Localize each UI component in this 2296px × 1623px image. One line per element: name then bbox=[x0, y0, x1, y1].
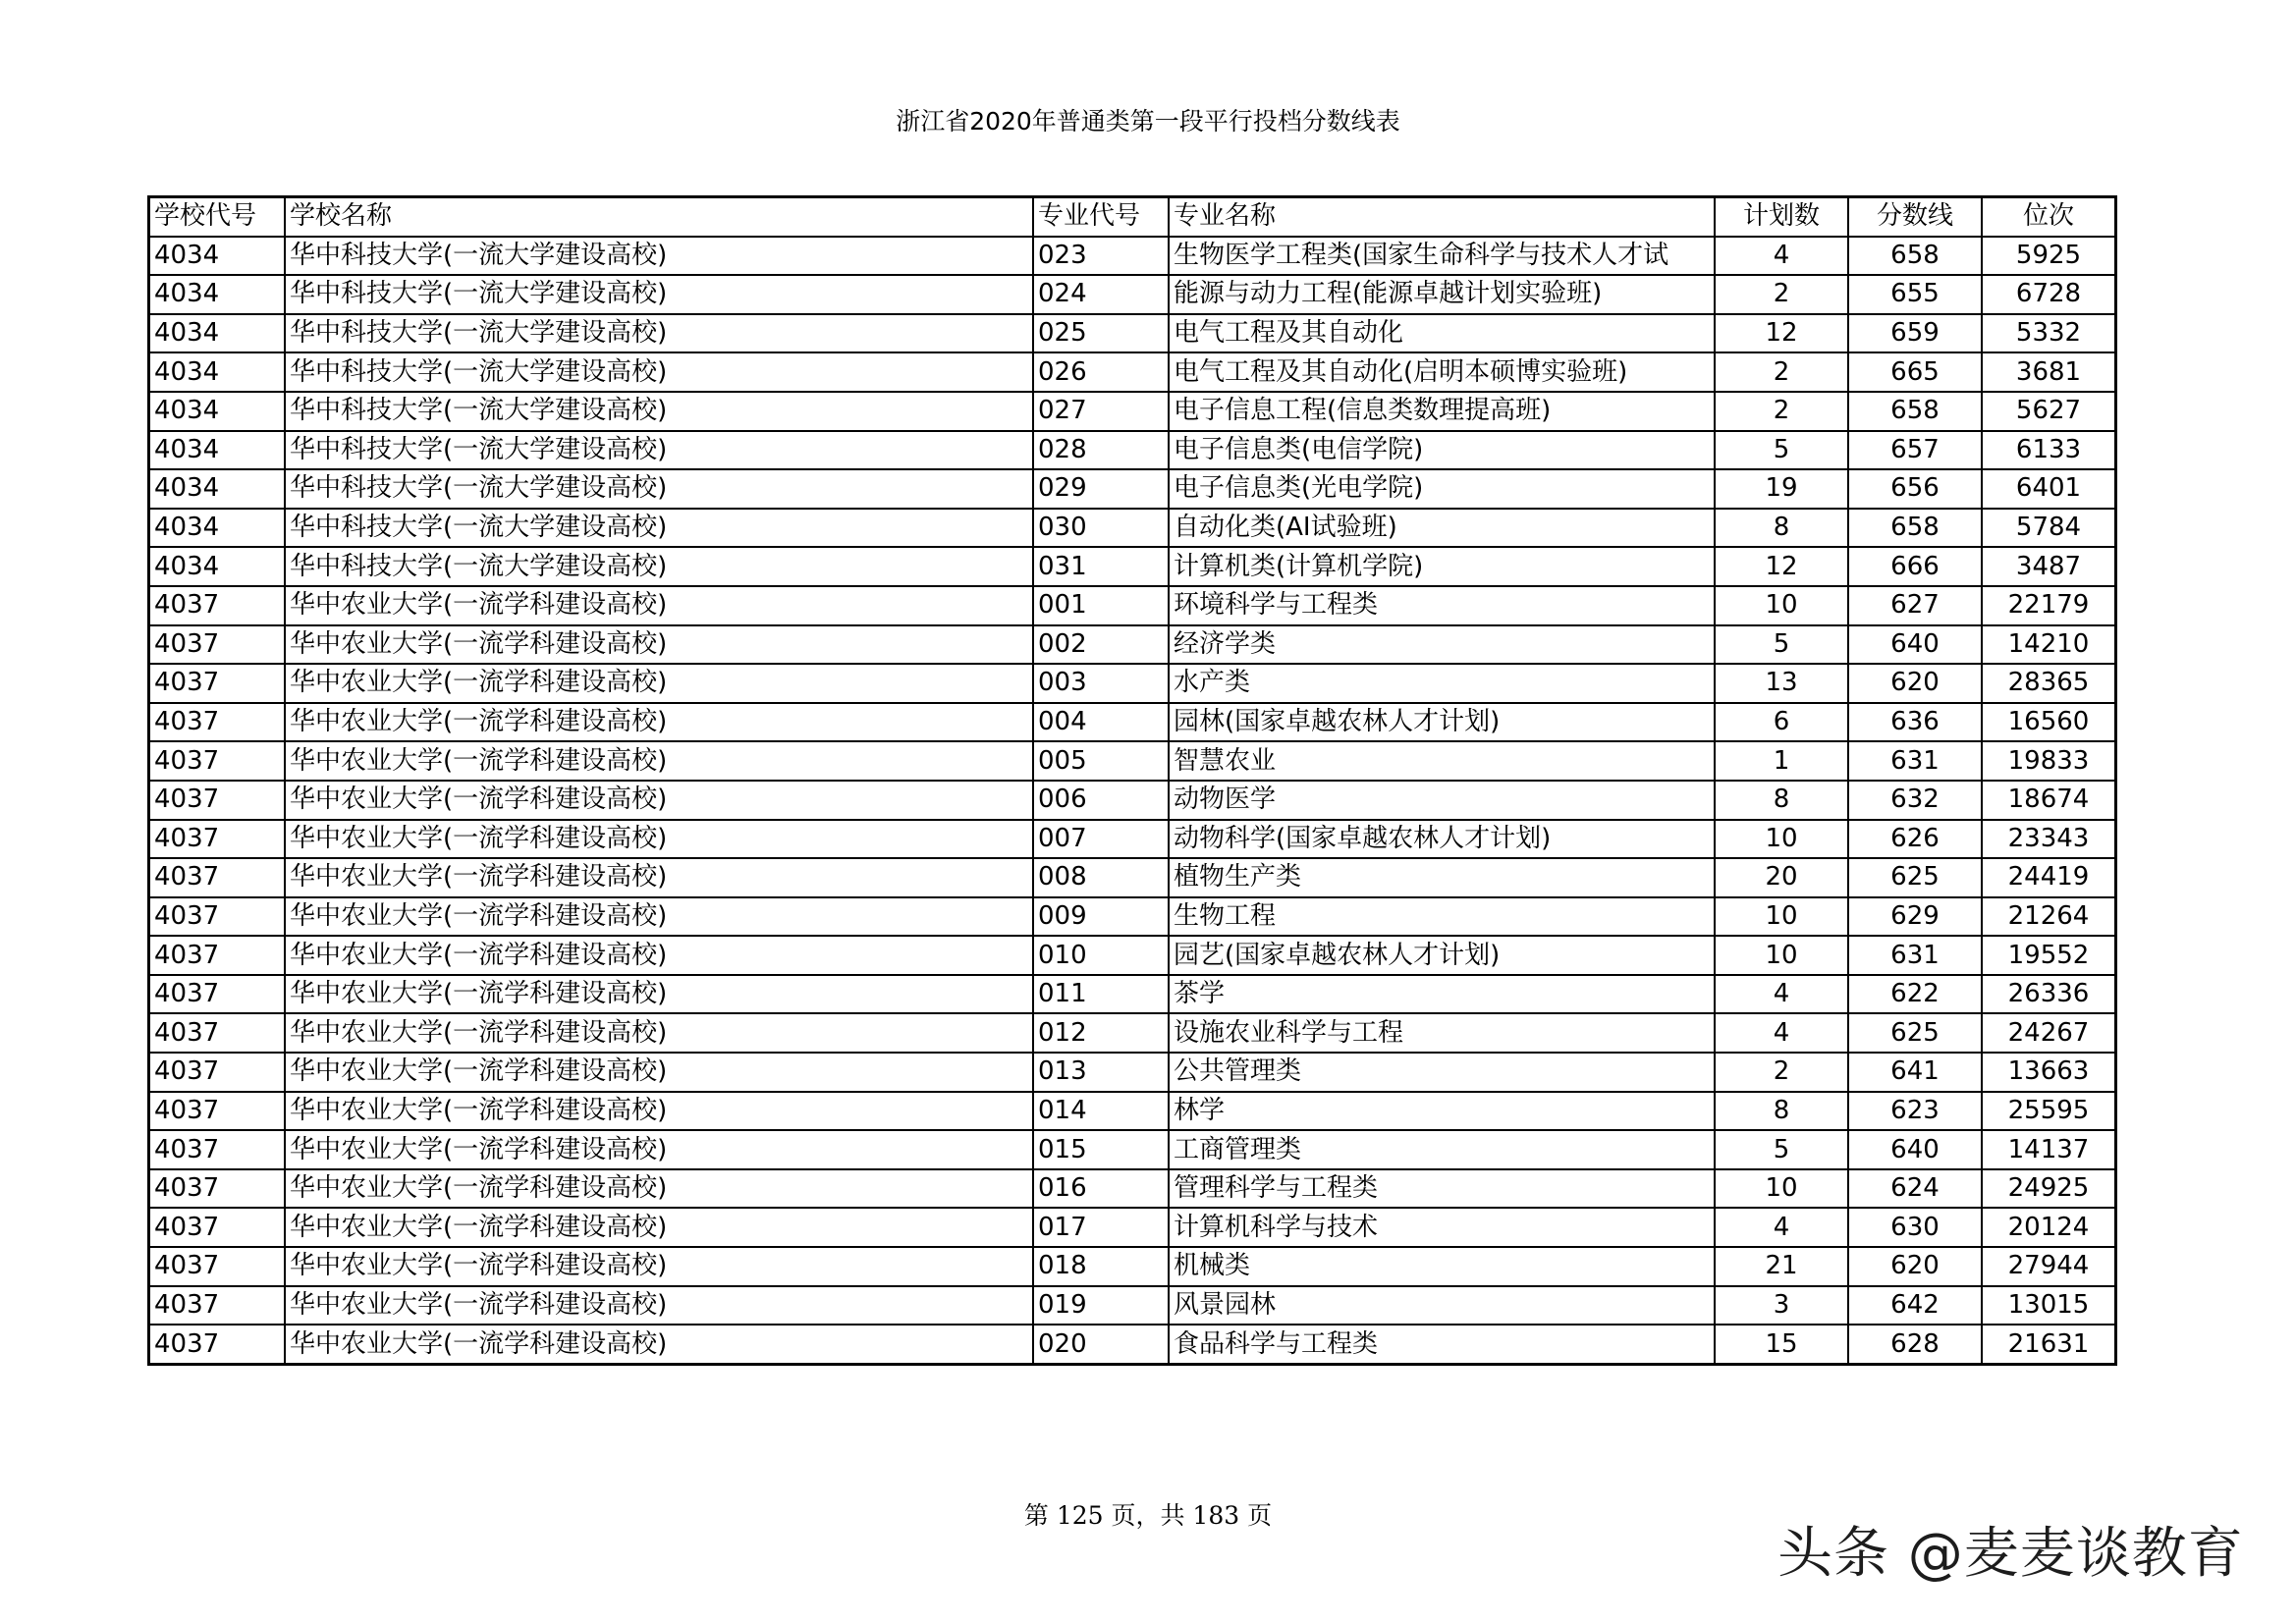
cell-major-code: 015 bbox=[1033, 1130, 1169, 1169]
cell-major-name: 风景园林 bbox=[1169, 1286, 1715, 1325]
cell-major-code: 026 bbox=[1033, 352, 1169, 392]
cell-school-name: 华中科技大学(一流大学建设高校) bbox=[285, 237, 1033, 276]
cell-major-name: 电气工程及其自动化(启明本硕博实验班) bbox=[1169, 352, 1715, 392]
cell-plan-count: 4 bbox=[1715, 1208, 1848, 1247]
cell-school-code: 4037 bbox=[149, 625, 286, 665]
cell-rank: 24925 bbox=[1982, 1169, 2116, 1209]
cell-school-name: 华中农业大学(一流学科建设高校) bbox=[285, 975, 1033, 1014]
cell-school-code: 4037 bbox=[149, 1286, 286, 1325]
cell-major-name: 茶学 bbox=[1169, 975, 1715, 1014]
cell-school-code: 4034 bbox=[149, 547, 286, 586]
cell-plan-count: 3 bbox=[1715, 1286, 1848, 1325]
cell-school-code: 4034 bbox=[149, 275, 286, 314]
cell-major-name: 计算机类(计算机学院) bbox=[1169, 547, 1715, 586]
cell-rank: 21631 bbox=[1982, 1325, 2116, 1364]
cell-major-name: 计算机科学与技术 bbox=[1169, 1208, 1715, 1247]
cell-school-name: 华中科技大学(一流大学建设高校) bbox=[285, 547, 1033, 586]
cell-plan-count: 2 bbox=[1715, 392, 1848, 431]
cell-school-name: 华中科技大学(一流大学建设高校) bbox=[285, 469, 1033, 509]
cell-major-name: 水产类 bbox=[1169, 664, 1715, 703]
header-plan-count: 计划数 bbox=[1715, 197, 1848, 237]
cell-plan-count: 12 bbox=[1715, 314, 1848, 353]
table-row bbox=[149, 1130, 2116, 1169]
cell-rank: 5332 bbox=[1982, 314, 2116, 353]
cell-rank: 16560 bbox=[1982, 703, 2116, 742]
cell-plan-count: 4 bbox=[1715, 975, 1848, 1014]
cell-school-code: 4034 bbox=[149, 469, 286, 509]
cell-score-line: 658 bbox=[1848, 509, 1982, 548]
cell-rank: 18674 bbox=[1982, 781, 2116, 820]
cell-school-code: 4037 bbox=[149, 1130, 286, 1169]
cell-major-name: 园艺(国家卓越农林人才计划) bbox=[1169, 936, 1715, 975]
cell-school-name: 华中农业大学(一流学科建设高校) bbox=[285, 781, 1033, 820]
cell-rank: 27944 bbox=[1982, 1247, 2116, 1286]
cell-school-code: 4034 bbox=[149, 314, 286, 353]
cell-major-name: 电气工程及其自动化 bbox=[1169, 314, 1715, 353]
cell-school-code: 4037 bbox=[149, 703, 286, 742]
header-school-code: 学校代号 bbox=[149, 197, 286, 237]
cell-score-line: 631 bbox=[1848, 936, 1982, 975]
cell-score-line: 631 bbox=[1848, 741, 1982, 781]
cell-score-line: 640 bbox=[1848, 625, 1982, 665]
cell-rank: 25595 bbox=[1982, 1092, 2116, 1131]
cell-rank: 14137 bbox=[1982, 1130, 2116, 1169]
table-row bbox=[149, 586, 2116, 625]
cell-plan-count: 8 bbox=[1715, 1092, 1848, 1131]
score-table bbox=[147, 195, 2117, 1366]
cell-school-name: 华中农业大学(一流学科建设高校) bbox=[285, 664, 1033, 703]
cell-major-code: 007 bbox=[1033, 820, 1169, 859]
cell-plan-count: 5 bbox=[1715, 431, 1848, 470]
cell-major-name: 生物工程 bbox=[1169, 897, 1715, 937]
cell-score-line: 627 bbox=[1848, 586, 1982, 625]
table-row bbox=[149, 469, 2116, 509]
cell-school-code: 4037 bbox=[149, 936, 286, 975]
cell-rank: 20124 bbox=[1982, 1208, 2116, 1247]
cell-school-code: 4037 bbox=[149, 897, 286, 937]
cell-school-code: 4037 bbox=[149, 1053, 286, 1092]
table-row bbox=[149, 1325, 2116, 1364]
cell-major-code: 012 bbox=[1033, 1013, 1169, 1053]
cell-score-line: 620 bbox=[1848, 664, 1982, 703]
table-row bbox=[149, 936, 2116, 975]
cell-major-code: 002 bbox=[1033, 625, 1169, 665]
cell-school-code: 4037 bbox=[149, 1092, 286, 1131]
cell-school-name: 华中农业大学(一流学科建设高校) bbox=[285, 741, 1033, 781]
cell-rank: 13663 bbox=[1982, 1053, 2116, 1092]
cell-score-line: 628 bbox=[1848, 1325, 1982, 1364]
cell-score-line: 632 bbox=[1848, 781, 1982, 820]
cell-rank: 28365 bbox=[1982, 664, 2116, 703]
cell-score-line: 630 bbox=[1848, 1208, 1982, 1247]
table-header bbox=[149, 197, 2116, 237]
cell-school-name: 华中农业大学(一流学科建设高校) bbox=[285, 936, 1033, 975]
cell-plan-count: 2 bbox=[1715, 275, 1848, 314]
cell-major-code: 019 bbox=[1033, 1286, 1169, 1325]
cell-major-code: 023 bbox=[1033, 237, 1169, 276]
table-row bbox=[149, 431, 2116, 470]
cell-score-line: 622 bbox=[1848, 975, 1982, 1014]
cell-school-code: 4037 bbox=[149, 1013, 286, 1053]
cell-major-code: 010 bbox=[1033, 936, 1169, 975]
cell-major-code: 005 bbox=[1033, 741, 1169, 781]
cell-plan-count: 20 bbox=[1715, 858, 1848, 897]
table-row bbox=[149, 858, 2116, 897]
cell-major-code: 001 bbox=[1033, 586, 1169, 625]
table-row bbox=[149, 741, 2116, 781]
cell-plan-count: 10 bbox=[1715, 1169, 1848, 1209]
cell-score-line: 666 bbox=[1848, 547, 1982, 586]
cell-major-name: 自动化类(AI试验班) bbox=[1169, 509, 1715, 548]
cell-major-name: 动物医学 bbox=[1169, 781, 1715, 820]
cell-school-name: 华中农业大学(一流学科建设高校) bbox=[285, 625, 1033, 665]
cell-score-line: 626 bbox=[1848, 820, 1982, 859]
cell-major-name: 生物医学工程类(国家生命科学与技术人才试 bbox=[1169, 237, 1715, 276]
cell-school-code: 4037 bbox=[149, 741, 286, 781]
cell-school-name: 华中农业大学(一流学科建设高校) bbox=[285, 1208, 1033, 1247]
cell-major-name: 植物生产类 bbox=[1169, 858, 1715, 897]
cell-rank: 3681 bbox=[1982, 352, 2116, 392]
cell-major-code: 009 bbox=[1033, 897, 1169, 937]
cell-major-name: 电子信息工程(信息类数理提高班) bbox=[1169, 392, 1715, 431]
cell-major-code: 017 bbox=[1033, 1208, 1169, 1247]
cell-rank: 5627 bbox=[1982, 392, 2116, 431]
cell-plan-count: 19 bbox=[1715, 469, 1848, 509]
table-row bbox=[149, 820, 2116, 859]
cell-major-code: 031 bbox=[1033, 547, 1169, 586]
cell-school-name: 华中农业大学(一流学科建设高校) bbox=[285, 897, 1033, 937]
cell-major-code: 013 bbox=[1033, 1053, 1169, 1092]
cell-school-name: 华中科技大学(一流大学建设高校) bbox=[285, 314, 1033, 353]
header-rank: 位次 bbox=[1982, 197, 2116, 237]
cell-major-name: 电子信息类(电信学院) bbox=[1169, 431, 1715, 470]
cell-school-code: 4037 bbox=[149, 1325, 286, 1364]
cell-school-code: 4034 bbox=[149, 237, 286, 276]
cell-score-line: 641 bbox=[1848, 1053, 1982, 1092]
cell-school-code: 4034 bbox=[149, 352, 286, 392]
cell-major-code: 011 bbox=[1033, 975, 1169, 1014]
table-row bbox=[149, 275, 2116, 314]
cell-major-code: 003 bbox=[1033, 664, 1169, 703]
table-row bbox=[149, 1247, 2116, 1286]
cell-school-name: 华中农业大学(一流学科建设高校) bbox=[285, 858, 1033, 897]
cell-school-code: 4037 bbox=[149, 781, 286, 820]
cell-plan-count: 10 bbox=[1715, 897, 1848, 937]
cell-score-line: 640 bbox=[1848, 1130, 1982, 1169]
cell-major-code: 004 bbox=[1033, 703, 1169, 742]
table-row bbox=[149, 664, 2116, 703]
cell-plan-count: 1 bbox=[1715, 741, 1848, 781]
cell-major-code: 029 bbox=[1033, 469, 1169, 509]
document-title: 浙江省2020年普通类第一段平行投档分数线表 bbox=[896, 107, 1400, 135]
cell-rank: 6401 bbox=[1982, 469, 2116, 509]
cell-plan-count: 21 bbox=[1715, 1247, 1848, 1286]
cell-rank: 5925 bbox=[1982, 237, 2116, 276]
cell-major-name: 林学 bbox=[1169, 1092, 1715, 1131]
cell-score-line: 659 bbox=[1848, 314, 1982, 353]
cell-plan-count: 12 bbox=[1715, 547, 1848, 586]
table-row bbox=[149, 1208, 2116, 1247]
cell-plan-count: 15 bbox=[1715, 1325, 1848, 1364]
table-row bbox=[149, 547, 2116, 586]
table-row bbox=[149, 392, 2116, 431]
cell-plan-count: 10 bbox=[1715, 936, 1848, 975]
cell-major-code: 030 bbox=[1033, 509, 1169, 548]
cell-major-code: 006 bbox=[1033, 781, 1169, 820]
cell-school-name: 华中农业大学(一流学科建设高校) bbox=[285, 1130, 1033, 1169]
header-major-code: 专业代号 bbox=[1033, 197, 1169, 237]
table-row bbox=[149, 975, 2116, 1014]
cell-school-name: 华中农业大学(一流学科建设高校) bbox=[285, 1013, 1033, 1053]
cell-major-name: 设施农业科学与工程 bbox=[1169, 1013, 1715, 1053]
cell-school-code: 4034 bbox=[149, 392, 286, 431]
cell-score-line: 623 bbox=[1848, 1092, 1982, 1131]
cell-major-code: 014 bbox=[1033, 1092, 1169, 1131]
cell-score-line: 620 bbox=[1848, 1247, 1982, 1286]
table-row bbox=[149, 237, 2116, 276]
cell-plan-count: 5 bbox=[1715, 1130, 1848, 1169]
header-school-name: 学校名称 bbox=[285, 197, 1033, 237]
cell-major-code: 025 bbox=[1033, 314, 1169, 353]
table-row bbox=[149, 625, 2116, 665]
cell-rank: 22179 bbox=[1982, 586, 2116, 625]
cell-rank: 24267 bbox=[1982, 1013, 2116, 1053]
cell-major-name: 管理科学与工程类 bbox=[1169, 1169, 1715, 1209]
cell-school-name: 华中科技大学(一流大学建设高校) bbox=[285, 509, 1033, 548]
table-row bbox=[149, 1286, 2116, 1325]
cell-plan-count: 10 bbox=[1715, 820, 1848, 859]
table-row bbox=[149, 1013, 2116, 1053]
cell-score-line: 665 bbox=[1848, 352, 1982, 392]
cell-score-line: 658 bbox=[1848, 237, 1982, 276]
header-score-line: 分数线 bbox=[1848, 197, 1982, 237]
cell-major-code: 028 bbox=[1033, 431, 1169, 470]
cell-school-name: 华中农业大学(一流学科建设高校) bbox=[285, 703, 1033, 742]
cell-rank: 6728 bbox=[1982, 275, 2116, 314]
cell-score-line: 657 bbox=[1848, 431, 1982, 470]
cell-rank: 3487 bbox=[1982, 547, 2116, 586]
cell-school-name: 华中科技大学(一流大学建设高校) bbox=[285, 392, 1033, 431]
cell-plan-count: 8 bbox=[1715, 781, 1848, 820]
table-body bbox=[149, 237, 2116, 1365]
cell-major-name: 机械类 bbox=[1169, 1247, 1715, 1286]
table-row bbox=[149, 1169, 2116, 1209]
table-row bbox=[149, 314, 2116, 353]
cell-score-line: 625 bbox=[1848, 858, 1982, 897]
cell-major-code: 018 bbox=[1033, 1247, 1169, 1286]
page-footer: 第 125 页，共 183 页 bbox=[1023, 1501, 1273, 1530]
cell-major-code: 008 bbox=[1033, 858, 1169, 897]
table-row bbox=[149, 1092, 2116, 1131]
cell-rank: 21264 bbox=[1982, 897, 2116, 937]
cell-plan-count: 2 bbox=[1715, 1053, 1848, 1092]
cell-major-name: 环境科学与工程类 bbox=[1169, 586, 1715, 625]
cell-major-name: 公共管理类 bbox=[1169, 1053, 1715, 1092]
table-row bbox=[149, 1053, 2116, 1092]
cell-major-name: 能源与动力工程(能源卓越计划实验班) bbox=[1169, 275, 1715, 314]
cell-plan-count: 5 bbox=[1715, 625, 1848, 665]
cell-major-name: 园林(国家卓越农林人才计划) bbox=[1169, 703, 1715, 742]
table-row bbox=[149, 703, 2116, 742]
cell-major-name: 智慧农业 bbox=[1169, 741, 1715, 781]
cell-school-code: 4037 bbox=[149, 1247, 286, 1286]
cell-school-code: 4037 bbox=[149, 820, 286, 859]
cell-score-line: 629 bbox=[1848, 897, 1982, 937]
cell-rank: 24419 bbox=[1982, 858, 2116, 897]
cell-school-code: 4037 bbox=[149, 858, 286, 897]
cell-school-name: 华中科技大学(一流大学建设高校) bbox=[285, 275, 1033, 314]
table-row bbox=[149, 897, 2116, 937]
cell-major-code: 020 bbox=[1033, 1325, 1169, 1364]
cell-school-name: 华中农业大学(一流学科建设高校) bbox=[285, 820, 1033, 859]
cell-school-code: 4037 bbox=[149, 1169, 286, 1209]
cell-major-name: 食品科学与工程类 bbox=[1169, 1325, 1715, 1364]
cell-school-code: 4034 bbox=[149, 431, 286, 470]
cell-plan-count: 10 bbox=[1715, 586, 1848, 625]
cell-plan-count: 13 bbox=[1715, 664, 1848, 703]
cell-school-name: 华中农业大学(一流学科建设高校) bbox=[285, 1169, 1033, 1209]
cell-school-name: 华中科技大学(一流大学建设高校) bbox=[285, 431, 1033, 470]
cell-plan-count: 8 bbox=[1715, 509, 1848, 548]
header-row bbox=[149, 197, 2116, 237]
cell-school-name: 华中科技大学(一流大学建设高校) bbox=[285, 352, 1033, 392]
cell-rank: 19833 bbox=[1982, 741, 2116, 781]
table-row bbox=[149, 509, 2116, 548]
table-row bbox=[149, 781, 2116, 820]
cell-school-name: 华中农业大学(一流学科建设高校) bbox=[285, 1286, 1033, 1325]
cell-rank: 23343 bbox=[1982, 820, 2116, 859]
cell-score-line: 625 bbox=[1848, 1013, 1982, 1053]
cell-plan-count: 4 bbox=[1715, 237, 1848, 276]
cell-score-line: 624 bbox=[1848, 1169, 1982, 1209]
cell-major-name: 经济学类 bbox=[1169, 625, 1715, 665]
cell-plan-count: 6 bbox=[1715, 703, 1848, 742]
cell-rank: 14210 bbox=[1982, 625, 2116, 665]
cell-school-name: 华中农业大学(一流学科建设高校) bbox=[285, 586, 1033, 625]
cell-plan-count: 2 bbox=[1715, 352, 1848, 392]
cell-major-code: 024 bbox=[1033, 275, 1169, 314]
cell-school-code: 4037 bbox=[149, 586, 286, 625]
cell-school-name: 华中农业大学(一流学科建设高校) bbox=[285, 1325, 1033, 1364]
cell-school-name: 华中农业大学(一流学科建设高校) bbox=[285, 1092, 1033, 1131]
cell-major-name: 动物科学(国家卓越农林人才计划) bbox=[1169, 820, 1715, 859]
cell-rank: 5784 bbox=[1982, 509, 2116, 548]
cell-school-code: 4037 bbox=[149, 975, 286, 1014]
cell-major-code: 027 bbox=[1033, 392, 1169, 431]
cell-score-line: 658 bbox=[1848, 392, 1982, 431]
header-major-name: 专业名称 bbox=[1169, 197, 1715, 237]
cell-score-line: 656 bbox=[1848, 469, 1982, 509]
cell-rank: 13015 bbox=[1982, 1286, 2116, 1325]
cell-rank: 26336 bbox=[1982, 975, 2116, 1014]
cell-school-name: 华中农业大学(一流学科建设高校) bbox=[285, 1053, 1033, 1092]
cell-score-line: 642 bbox=[1848, 1286, 1982, 1325]
cell-rank: 6133 bbox=[1982, 431, 2116, 470]
cell-score-line: 636 bbox=[1848, 703, 1982, 742]
cell-major-name: 工商管理类 bbox=[1169, 1130, 1715, 1169]
cell-major-code: 016 bbox=[1033, 1169, 1169, 1209]
watermark: 头条 @麦麦谈教育 bbox=[1777, 1522, 2244, 1586]
cell-school-code: 4037 bbox=[149, 664, 286, 703]
table-row bbox=[149, 352, 2116, 392]
cell-rank: 19552 bbox=[1982, 936, 2116, 975]
cell-score-line: 655 bbox=[1848, 275, 1982, 314]
cell-school-code: 4034 bbox=[149, 509, 286, 548]
cell-school-code: 4037 bbox=[149, 1208, 286, 1247]
cell-plan-count: 4 bbox=[1715, 1013, 1848, 1053]
cell-major-name: 电子信息类(光电学院) bbox=[1169, 469, 1715, 509]
cell-school-name: 华中农业大学(一流学科建设高校) bbox=[285, 1247, 1033, 1286]
